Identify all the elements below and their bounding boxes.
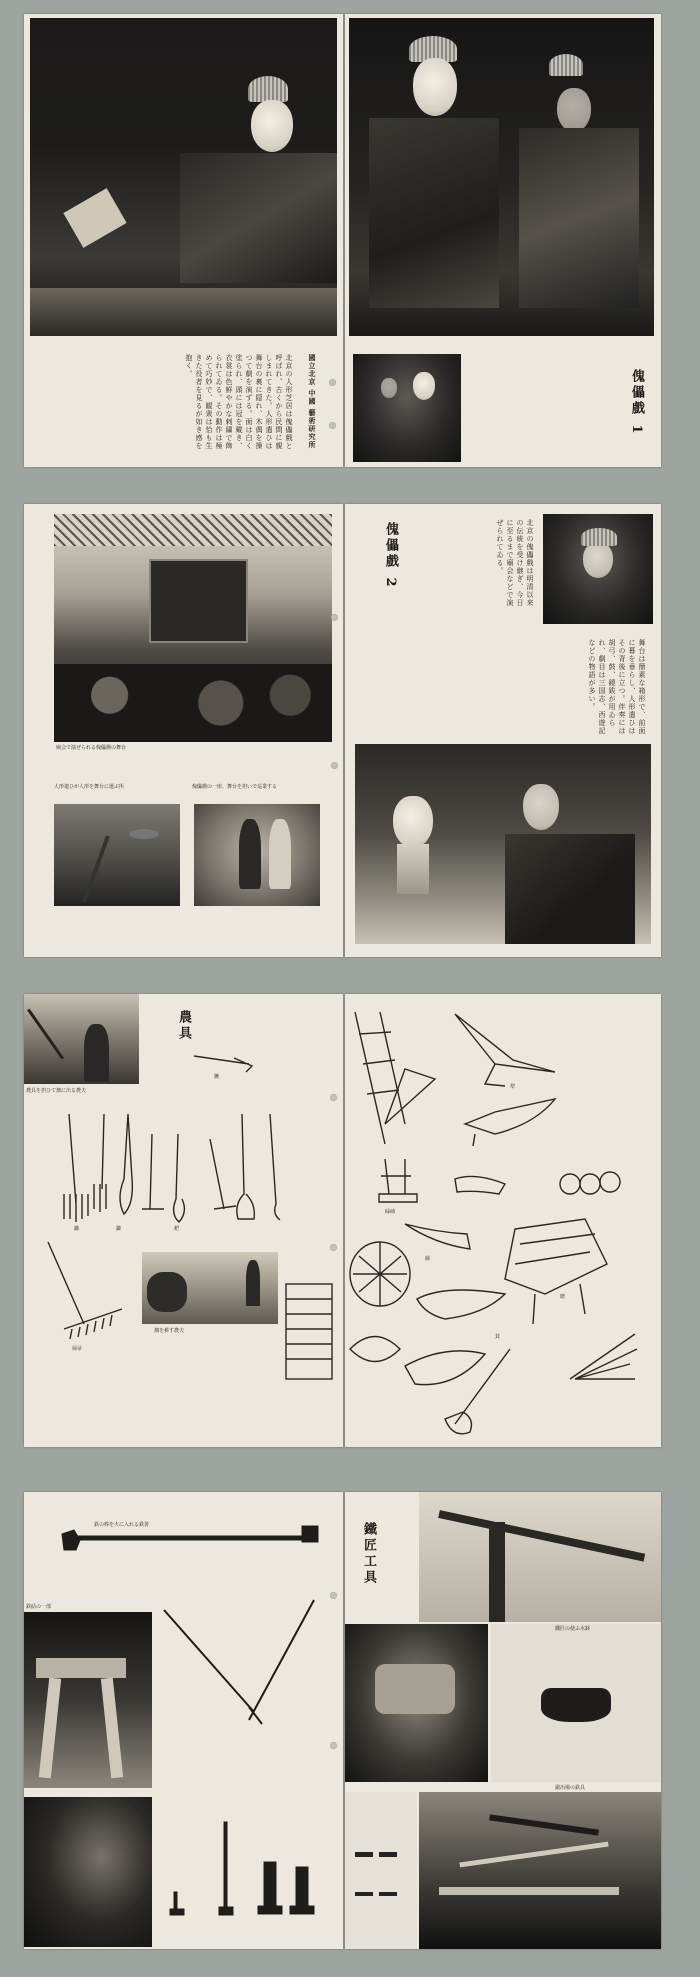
puppet-stage-box <box>149 559 248 643</box>
scrap-piece <box>355 1892 373 1896</box>
person <box>239 819 261 889</box>
spread-3 <box>0 982 700 1470</box>
crowd <box>54 664 332 742</box>
forge-photo <box>24 1797 152 1947</box>
puppet-beard <box>397 844 429 894</box>
puppet-closeup-photo <box>543 514 653 624</box>
anvil-leg <box>101 1678 123 1779</box>
puppet-mask <box>523 784 559 830</box>
page-title: 農具 <box>176 1010 191 1042</box>
scrap-piece <box>379 1892 397 1896</box>
stage-rail <box>30 288 337 336</box>
tool-label: 碌碡 <box>385 1209 396 1215</box>
tongs-shank <box>489 1522 505 1622</box>
caption-bottom: 鍛冶場の鉄具 <box>555 1785 586 1791</box>
tongs-photo <box>419 1492 661 1622</box>
binding-hole <box>330 1742 337 1749</box>
top-text: 北京の傀儡戲は明清以来の伝統を受け継ぎ、今日に至るまで廟会などで演ぜられてゐる。 <box>496 519 534 607</box>
puppet-mask <box>393 796 433 848</box>
bowl-photo <box>491 1624 661 1782</box>
binding-hole <box>330 1244 337 1251</box>
carrying-pole <box>82 835 110 902</box>
binding-hole <box>330 1094 337 1101</box>
tools-drawing <box>24 994 343 1447</box>
tools-drawing-right <box>345 994 661 1447</box>
puppet-mask <box>413 58 457 116</box>
puppet-mask <box>381 378 397 398</box>
puppet-mask <box>583 542 613 578</box>
page-title: 鐵匠工具 <box>361 1522 376 1586</box>
puppet-mask <box>557 88 591 132</box>
puppet-robe <box>505 834 635 944</box>
binding-hole <box>331 614 338 621</box>
tool-label: 掃帚 <box>72 1346 83 1352</box>
puppet-robe <box>180 153 337 283</box>
binding-hole <box>329 422 336 429</box>
anvil-block <box>375 1664 455 1714</box>
left-page <box>24 14 343 467</box>
farmer <box>246 1260 260 1306</box>
tool-label: 鋤 <box>74 1226 80 1232</box>
umbrella <box>129 829 159 839</box>
tongs-arm <box>438 1510 645 1561</box>
anvil-closeup-photo <box>345 1624 488 1782</box>
plowing-photo <box>142 1252 278 1324</box>
anvil-leg <box>39 1678 61 1779</box>
puppet-robe <box>369 118 499 308</box>
tool-bar <box>439 1887 619 1895</box>
puppet-photo <box>30 18 337 336</box>
binding-hole <box>330 1592 337 1599</box>
spread-4 <box>0 1480 700 1977</box>
lead-text: 國立北京 中國 藝術研究所 <box>308 354 317 449</box>
puppet-crown <box>549 54 583 76</box>
right-page <box>345 504 661 957</box>
caption-top: 鉄の棒を火に入れる鉄箸 <box>94 1522 150 1528</box>
tool-label: 鍬 <box>214 1074 220 1080</box>
body-text: 北京の人形芝居は傀儡戲と呼ばれ、古くから民間に親しまれてきた。人形遣ひは舞台の裏に隠れ、木偶を操つて劇を演ずる。面は白く塗られ、頭には冠を戴き、衣裳は色鮮やかな刺繍で飾られてゐる。その動作は極めて巧妙で、観衆は恰も生きた役者を見るが如き感を抱く。 <box>185 354 293 450</box>
caption-bowl: 鐵匠の使ふ水鉢 <box>555 1626 591 1632</box>
ox <box>147 1272 187 1312</box>
binding-hole <box>329 379 336 386</box>
anvil-top <box>36 1658 126 1678</box>
tool-label: 鎌 <box>116 1226 122 1232</box>
page-title: 傀儡戲 2 <box>383 522 398 590</box>
puppet-hand <box>63 188 126 248</box>
tool-label: 篩 <box>425 1256 431 1262</box>
spread-2 <box>0 492 700 968</box>
right-page <box>345 994 661 1447</box>
person <box>269 819 291 889</box>
anvil-photo <box>24 1612 152 1788</box>
tool-label: 犂 <box>510 1084 516 1090</box>
caption-stage: 廟会で演ぜられる傀儡戲の舞台 <box>56 745 127 751</box>
scrap-piece <box>355 1852 373 1857</box>
right-page <box>345 1492 661 1949</box>
body-text: 舞台は簡素な箱形で、前面に幕を垂らし、人形遣ひはその背後に立つ。伴奏には胡弓、鼓、鐃鈸が用ゐられ、劇目は三国志、西遊記などの物語が多い。 <box>588 639 646 735</box>
tool-label: 磨 <box>560 1294 566 1300</box>
puppet-crown <box>248 76 288 102</box>
tool-label: 箕 <box>495 1334 501 1340</box>
page-title: 傀儡戲 1 <box>629 369 644 437</box>
puppet-small-photo <box>353 354 461 462</box>
tool-bar <box>459 1842 608 1868</box>
puppet-crown <box>581 528 617 546</box>
caption-farmers: 農具を担ひて畑に出る農夫 <box>26 1088 87 1094</box>
carrier-photo <box>54 804 180 906</box>
left-page <box>24 1492 343 1949</box>
tool-label: 耙 <box>174 1226 180 1232</box>
tools-photo <box>419 1792 661 1949</box>
spread-1 <box>0 0 700 480</box>
tool-bar <box>489 1814 599 1835</box>
stage-photo <box>54 514 332 742</box>
left-page <box>24 504 343 957</box>
caption-right: 傀儡戲の一座、舞台を担いで巡業する <box>192 784 278 790</box>
scrap-photo <box>345 1792 417 1949</box>
binding-hole <box>331 762 338 769</box>
bowl <box>541 1688 611 1722</box>
caption-anvil: 鉄砧の一部 <box>26 1604 52 1610</box>
troupe-photo <box>194 804 320 906</box>
puppet-mask <box>413 372 435 400</box>
left-page <box>24 994 343 1447</box>
caption-field: 畑を耕す農夫 <box>154 1328 185 1334</box>
puppet-pair-photo <box>349 18 654 336</box>
puppets-photo <box>355 744 651 944</box>
scrap-piece <box>379 1852 397 1857</box>
puppet-robe <box>519 128 639 308</box>
right-page <box>345 14 661 467</box>
lattice-window <box>54 514 332 546</box>
caption-left: 人形遣ひが人形を舞台に運ぶ所 <box>54 784 125 790</box>
puppet-mask <box>251 100 293 152</box>
